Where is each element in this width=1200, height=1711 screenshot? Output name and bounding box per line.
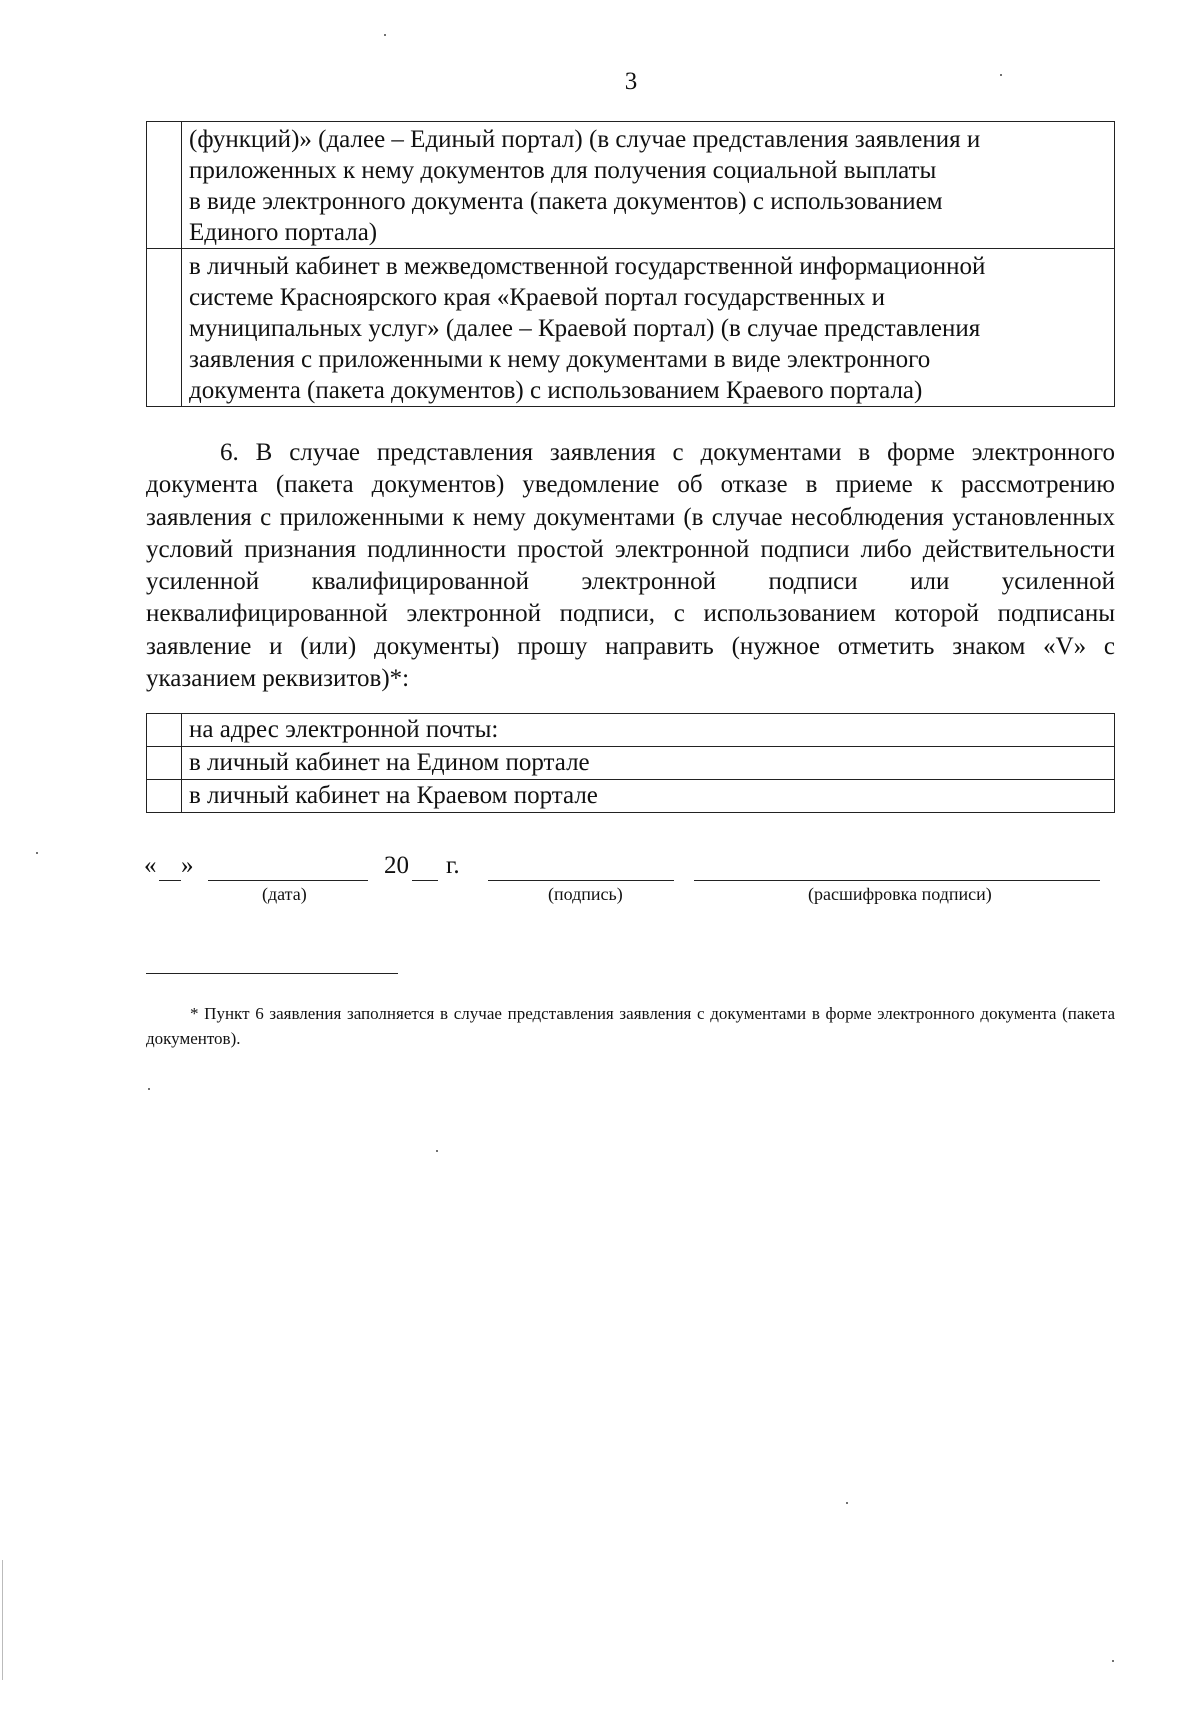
signature-blank[interactable]	[488, 880, 674, 881]
paragraph-6-text: 6. В случае представления заявления с документами в форме электронного документа (пакета документов) уведомление об отказе в приеме к рассмотрению заявления с приложенными к нему документами (в случае несоблюдения установленных условий признания подлинности простой электронной подписи либо действительности усиленной квалифицированной электронной подписи или усиленной неквалифицированной электронной подписи, с использованием которой подписаны заявление и (или) документы) прошу направить (нужное отметить знаком «V» с указанием реквизитов)*:	[146, 439, 1115, 693]
table-row	[147, 747, 1115, 780]
checkbox-cell[interactable]	[147, 780, 182, 813]
decoding-blank[interactable]	[694, 880, 1100, 881]
month-blank[interactable]	[208, 880, 368, 881]
table-row	[147, 249, 1115, 407]
footnote-text: * Пункт 6 заявления заполняется в случае представления заявления с документами в форме электронного документа (пакета документов).	[146, 1004, 1115, 1048]
option-line: системе Красноярского края «Краевой портал государственных и	[189, 284, 886, 311]
scan-edge	[2, 1560, 3, 1680]
notification-options-table	[146, 713, 1115, 813]
option-line: заявления с приложенными к нему документами в виде электронного	[189, 346, 931, 373]
option-text	[182, 122, 1115, 249]
checkbox-cell[interactable]	[147, 249, 182, 407]
option-text: в личный кабинет на Краевом портале	[182, 780, 1115, 813]
option-line: приложенных к нему документов для получения социальной выплаты	[189, 157, 937, 184]
footnote	[146, 1001, 1115, 1051]
scan-speck	[1112, 1660, 1114, 1662]
option-line: муниципальных услуг» (далее – Краевой портал) (в случае представления	[189, 315, 981, 342]
scan-speck	[148, 1088, 150, 1090]
caption-decoding: (расшифровка подписи)	[808, 884, 992, 904]
option-text: в личный кабинет на Едином портале	[182, 747, 1115, 780]
day-blank[interactable]	[159, 880, 181, 881]
year-suffix: г.	[446, 852, 460, 879]
table-row	[147, 780, 1115, 813]
caption-date: (дата)	[262, 884, 307, 904]
page-number: 3	[624, 68, 638, 95]
caption-signature: (подпись)	[548, 884, 623, 904]
scan-speck	[436, 1150, 438, 1152]
table-row	[147, 714, 1115, 747]
footnote-separator	[146, 973, 398, 974]
checkbox-cell[interactable]	[147, 122, 182, 249]
checkbox-cell[interactable]	[147, 747, 182, 780]
checkbox-cell[interactable]	[147, 714, 182, 747]
option-line: в виде электронного документа (пакета документов) с использованием	[189, 188, 943, 215]
option-line: Единого портала)	[189, 219, 378, 246]
quote-open: «	[144, 852, 157, 879]
option-line: документа (пакета документов) с использованием Краевого портала)	[189, 377, 923, 404]
scan-speck	[384, 34, 386, 36]
option-line: в личный кабинет в межведомственной государственной информационной	[189, 253, 986, 280]
scan-speck	[36, 852, 38, 854]
table-row	[147, 122, 1115, 249]
option-text: на адрес электронной почты:	[182, 714, 1115, 747]
delivery-options-table	[146, 121, 1115, 407]
year-prefix: 20	[384, 852, 409, 879]
year-blank[interactable]	[412, 880, 438, 881]
option-text	[182, 249, 1115, 407]
paragraph-6	[146, 437, 1115, 695]
scan-speck	[1000, 74, 1002, 76]
scan-speck	[846, 1502, 848, 1504]
quote-close: »	[181, 852, 194, 879]
option-line: (функций)» (далее – Единый портал) (в случае представления заявления и	[189, 126, 981, 153]
